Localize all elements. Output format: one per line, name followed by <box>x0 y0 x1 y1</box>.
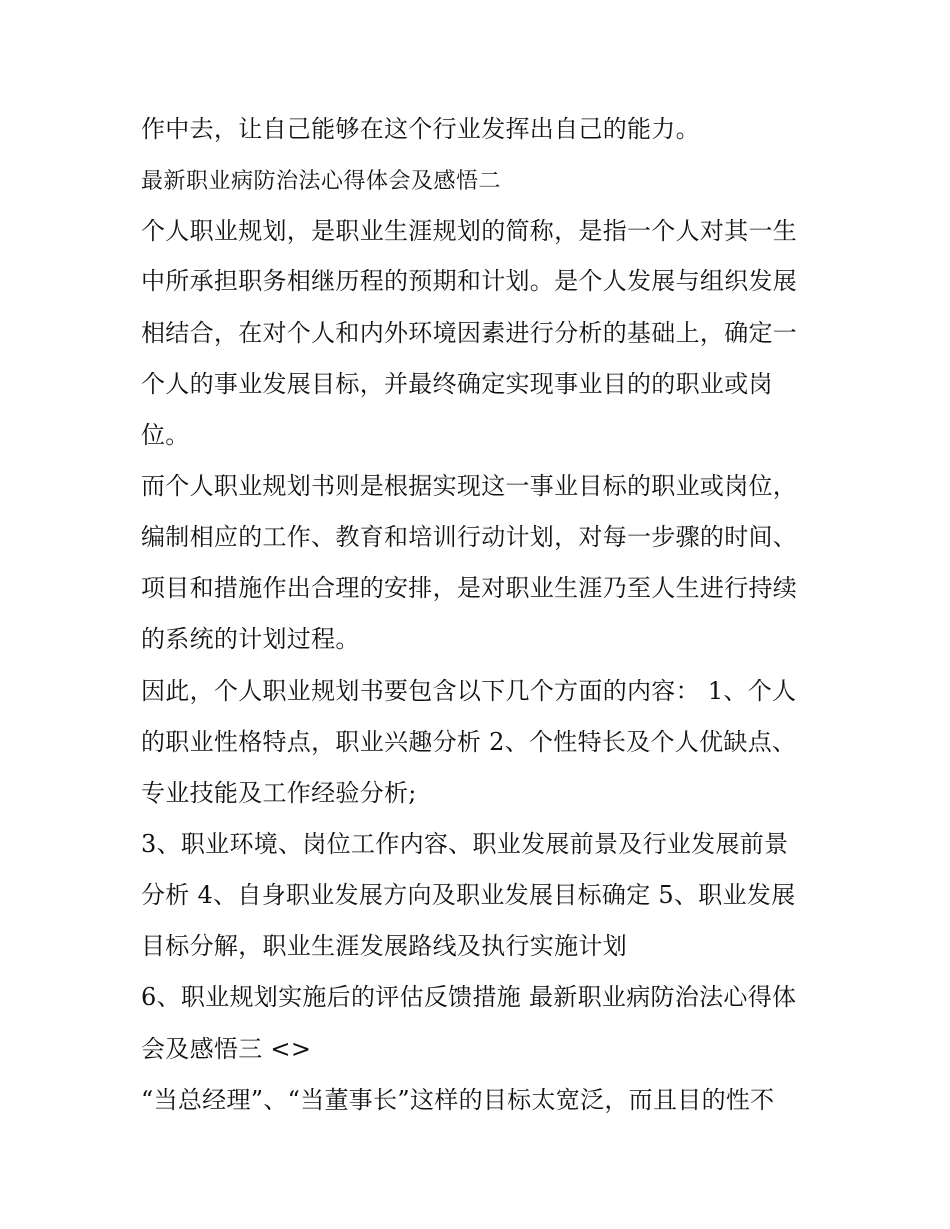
text-line: 而个人职业规划书则是根据实现这一事业目标的职业或岗位， <box>141 472 798 500</box>
text-line: 相结合，在对个人和内外环境因素进行分析的基础上，确定一 <box>141 319 798 347</box>
text-line: 的职业性格特点，职业兴趣分析 2、个性特长及个人优缺点、 <box>141 728 797 756</box>
text-line: 因此，个人职业规划书要包含以下几个方面的内容： 1、个人 <box>141 677 797 705</box>
text-line: 个人的事业发展目标，并最终确定实现事业目的的职业或岗 <box>141 370 773 398</box>
text-line: 中所承担职务相继历程的预期和计划。是个人发展与组织发展 <box>141 267 798 295</box>
text-line: 3、职业环境、岗位工作内容、职业发展前景及行业发展前景 <box>141 830 789 858</box>
text-line: 6、职业规划实施后的评估反馈措施 最新职业病防治法心得体 <box>141 983 797 1011</box>
text-line: 分析 4、自身职业发展方向及职业发展目标确定 5、职业发展 <box>141 881 796 909</box>
section-heading: 最新职业病防治法心得体会及感悟二 <box>141 169 502 194</box>
text-line: 目标分解，职业生涯发展路线及执行实施计划 <box>141 932 627 960</box>
text-line: 专业技能及工作经验分析; <box>141 779 417 807</box>
text-line: 的系统的计划过程。 <box>141 625 360 653</box>
text-line: 位。 <box>141 421 190 449</box>
text-line: 会及感悟三 <> <box>141 1035 312 1063</box>
text-line: 编制相应的工作、教育和培训行动计划，对每一步骤的时间、 <box>141 523 798 551</box>
text-line: “当总经理”、“当董事长”这样的目标太宽泛，而且目的性不 <box>141 1086 775 1114</box>
text-line: 个人职业规划，是职业生涯规划的简称，是指一个人对其一生 <box>141 217 798 245</box>
text-line: 项目和措施作出合理的安排，是对职业生涯乃至人生进行持续 <box>141 574 798 602</box>
text-line: 作中去，让自己能够在这个行业发挥出自己的能力。 <box>141 115 700 143</box>
